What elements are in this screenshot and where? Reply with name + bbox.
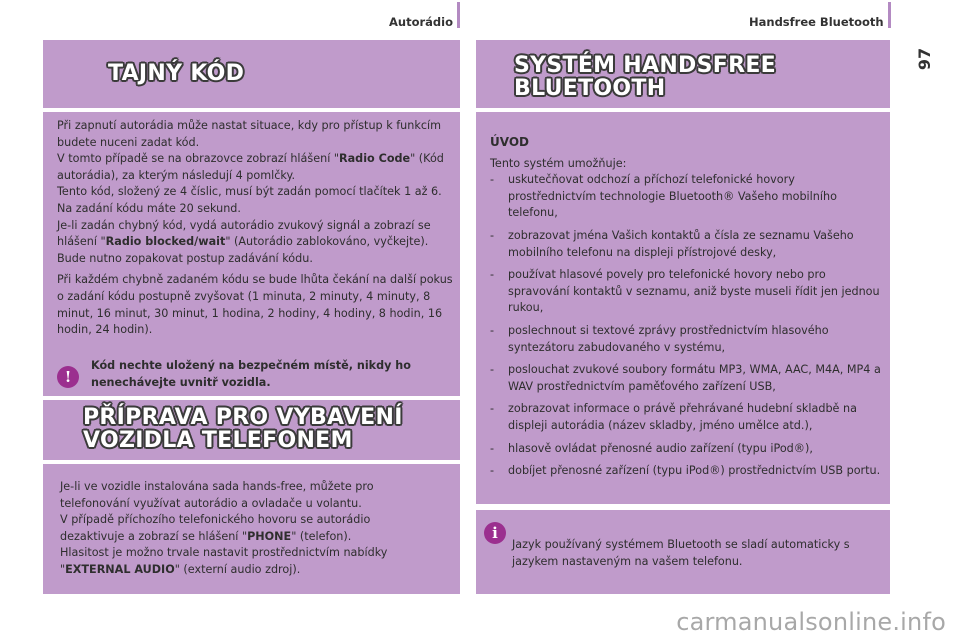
secret-code-paragraph-2: Při každém chybně zadaném kódu se bude lhůta čekání na další pokus o zadání kódu postupně zvyšovat (1 minuta, 2 minuty, 4 minuty, 8 minut, 16 minut, 30 minut, 1 hodina, 2 hodiny, 4 hodiny, 8 hodin, 16 hodin, 24 hodin). [57, 273, 453, 337]
preparation-panel [43, 464, 460, 594]
prep-text-4: Hlasitost je možno trvale nastavit prostřednictvím nabídky " [60, 546, 388, 576]
radio-blocked-label: Radio blocked/wait [105, 235, 226, 249]
sc-text-6: Je-li zadán chybný kód, vydá autorádio zvukový signál a zobrazí se hlášení " [57, 218, 431, 249]
secret-code-title: TAJNÝ KÓD [108, 61, 245, 86]
radio-code-label: Radio Code [339, 152, 411, 166]
list-item [490, 267, 882, 317]
watermark: carmanualsonline.info [676, 608, 946, 636]
sc-text-3: " (Kód autorádia), za kterým následují 4 pomlčky. [57, 152, 444, 182]
header-divider-right [888, 2, 891, 28]
handsfree-body [490, 134, 882, 486]
handsfree-title [514, 54, 776, 100]
preparation-title-line-1: PŘÍPRAVA PRO VYBAVENÍ [83, 405, 403, 430]
sc-text-1: Při zapnutí autorádia může nastat situace, kdy pro přístup k funkcím budete nuceni zadat kód. [57, 119, 441, 149]
list-dash: - [490, 228, 495, 242]
info-text: Jazyk používaný systémem Bluetooth se sladí automaticky s jazykem nastaveným na vašem telefonu. [512, 538, 850, 568]
info-panel [476, 510, 890, 594]
sc-text-5: Na zadání kódu máte 20 sekund. [57, 201, 241, 215]
secret-code-body [57, 118, 453, 339]
header-right: Handsfree Bluetooth [749, 15, 884, 29]
page-number: 97 [915, 47, 934, 71]
list-item [490, 228, 882, 261]
list-item [490, 362, 882, 395]
sc-text-7: " (Autorádio zablokováno, vyčkejte). Bude nutno zopakovat postup zadávání kódu. [57, 235, 429, 265]
secret-code-paragraph-1 [57, 118, 453, 267]
secret-code-title-panel [43, 40, 460, 108]
list-item-text: zobrazovat jména Vašich kontaktů a čísla ze seznamu Vašeho mobilního telefonu na displeji přístrojové desky, [508, 228, 854, 259]
intro-text: Tento systém umožňuje: [490, 156, 627, 170]
list-dash: - [490, 323, 495, 337]
list-item [490, 463, 882, 480]
handsfree-title-panel [476, 40, 890, 108]
header-divider [457, 2, 460, 28]
handsfree-panel [476, 112, 890, 504]
info-icon: i [484, 522, 506, 544]
list-item-text: hlasově ovládat přenosné audio zařízení (typu iPod®), [508, 441, 813, 455]
list-item-text: používat hlasové povely pro telefonické hovory nebo pro spravování kontaktů v seznamu, aniž byste museli řídit jen jednou rukou, [508, 268, 880, 315]
handsfree-title-line-2: BLUETOOTH [514, 76, 666, 101]
handsfree-title-line-1: SYSTÉM HANDSFREE [514, 53, 776, 78]
external-audio-label: EXTERNAL AUDIO [65, 562, 175, 576]
intro-heading: ÚVOD [490, 135, 529, 149]
list-dash: - [490, 464, 495, 478]
list-dash: - [490, 441, 495, 455]
header-left: Autorádio [389, 15, 453, 29]
secret-code-panel [43, 112, 460, 396]
prep-text-1: Je-li ve vozidle instalována sada hands-free, můžete pro telefonování využívat autorádio a ovladače u volantu. [60, 480, 374, 510]
preparation-title-panel [43, 400, 460, 460]
list-dash: - [490, 268, 495, 282]
preparation-title [83, 406, 403, 452]
list-item [490, 401, 882, 434]
list-item-text: poslouchat zvukové soubory formátu MP3, WMA, AAC, M4A, MP4 a WAV prostřednictvím paměťového zařízení USB, [508, 363, 881, 393]
sc-text-4: Tento kód, složený ze 4 číslic, musí být zadán pomocí tlačítek 1 až 6. [57, 185, 442, 199]
preparation-body [60, 479, 415, 579]
list-dash: - [490, 402, 495, 416]
prep-text-2: V případě příchozího telefonického hovoru se autorádio dezaktivuje a zobrazí se hlášení " [60, 513, 371, 543]
list-item-text: zobrazovat informace o právě přehrávané hudební skladbě na displeji autorádia (název skladby, jméno umělce atd.), [508, 402, 857, 432]
list-item-text: uskutečňovat odchozí a příchozí telefonické hovory prostřednictvím technologie Bluetooth® Vašeho mobilního telefonu, [508, 173, 837, 220]
list-dash: - [490, 173, 495, 187]
prep-text-5: " (externí audio zdroj). [174, 562, 301, 576]
list-item [490, 172, 882, 222]
list-item-text: poslechnout si textové zprávy prostřednictvím hlasového syntezátoru zabudovaného v systému, [508, 323, 829, 354]
phone-label: PHONE [247, 529, 292, 543]
list-item [490, 441, 882, 458]
feature-list [490, 172, 882, 480]
exclamation-icon: ! [57, 366, 79, 388]
list-dash: - [490, 363, 495, 377]
list-item [490, 323, 882, 356]
prep-text-3: " (telefon). [291, 529, 352, 543]
preparation-title-line-2: VOZIDLA TELEFONEM [83, 428, 353, 453]
secret-code-warning: Kód nechte uložený na bezpečném místě, nikdy ho nenechávejte uvnitř vozidla. [91, 359, 411, 389]
list-item-text: dobíjet přenosné zařízení (typu iPod®) prostřednictvím USB portu. [508, 464, 881, 478]
sc-text-2: V tomto případě se na obrazovce zobrazí hlášení " [57, 152, 340, 166]
